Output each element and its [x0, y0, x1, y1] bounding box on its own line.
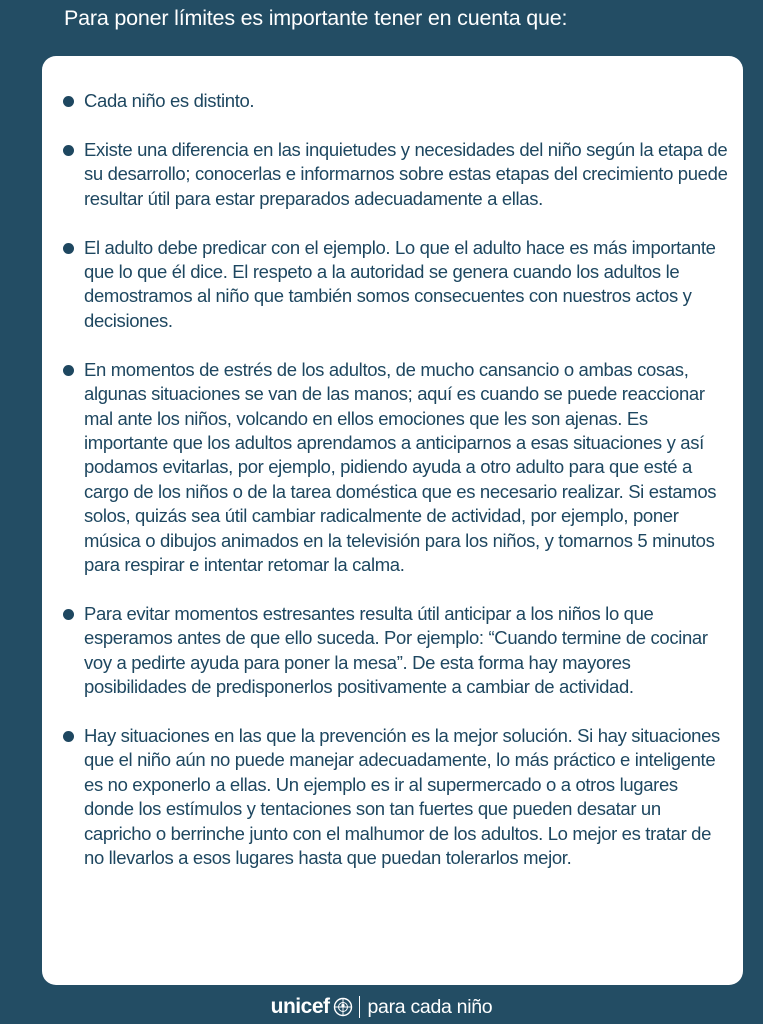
- bullet-icon: [63, 243, 74, 254]
- footer: [0, 992, 763, 1022]
- footer-divider: [359, 996, 360, 1018]
- list-item-text: Existe una diferencia en las inquietudes y necesidades del niño según la etapa de su desarrollo; conocerlas e informarnos sobre estas etapas del crecimiento puede resultar útil para estar preparados adecuadamente a ellas.: [84, 138, 728, 209]
- list-item-text: Cada niño es distinto.: [84, 90, 255, 111]
- footer-tagline: para cada niño: [367, 995, 493, 1018]
- list-item: [42, 358, 743, 578]
- unicef-emblem-icon: [333, 997, 353, 1017]
- list-item: [42, 89, 743, 113]
- list-item: [42, 602, 743, 700]
- bullet-icon: [63, 96, 74, 107]
- bullet-icon: [63, 145, 74, 156]
- list-item-text: El adulto debe predicar con el ejemplo. Lo que el adulto hace es más importante que lo que él dice. El respeto a la autoridad se genera cuando los adultos le demostramos al niño que también somos consecuentes con nuestros actos y decisiones.: [84, 236, 716, 331]
- page-title: Para poner límites es importante tener en cuenta que:: [64, 6, 568, 30]
- bullet-icon: [63, 731, 74, 742]
- bullet-list: [42, 89, 743, 895]
- unicef-logo: unicef: [270, 995, 330, 1018]
- list-item-text: Hay situaciones en las que la prevención es la mejor solución. Si hay situaciones que el niño aún no puede manejar adecuadamente, lo más práctico e inteligente es no exponerlo a ellas. Un ejemplo es ir al supermercado o a otros lugares donde los estímulos y tentaciones son tan fuertes que pueden desatar un capricho o berrinche junto con el malhumor de los adultos. Lo mejor es tratar de no llevarlos a esos lugares hasta que puedan tolerarlos mejor.: [84, 725, 720, 869]
- content-card: [42, 56, 743, 985]
- list-item: [42, 724, 743, 870]
- bullet-icon: [63, 609, 74, 620]
- list-item-text: En momentos de estrés de los adultos, de mucho cansancio o ambas cosas, algunas situaciones se van de las manos; aquí es cuando se puede reaccionar mal ante los niños, volcando en ellos emociones que les son ajenas. Es importante que los adultos aprendamos a anticiparnos a esas situaciones y así podamos evitarlas, por ejemplo, pidiendo ayuda a otro adulto para que esté a cargo de los niños o de la tarea doméstica que es necesario realizar. Si estamos solos, quizás sea útil cambiar radicalmente de actividad, por ejemplo, poner música o dibujos animados en la televisión para los niños, y tomarnos 5 minutos para respirar e intentar retomar la calma.: [84, 358, 717, 575]
- bullet-icon: [63, 365, 74, 376]
- list-item: [42, 138, 743, 211]
- list-item: [42, 236, 743, 334]
- list-item-text: Para evitar momentos estresantes resulta útil anticipar a los niños lo que esperamos antes de que ello suceda. Por ejemplo: “Cuando termine de cocinar voy a pedirte ayuda para poner la mesa”. De esta forma hay mayores posibilidades de predisponerlos positivamente a cambiar de actividad.: [84, 602, 708, 698]
